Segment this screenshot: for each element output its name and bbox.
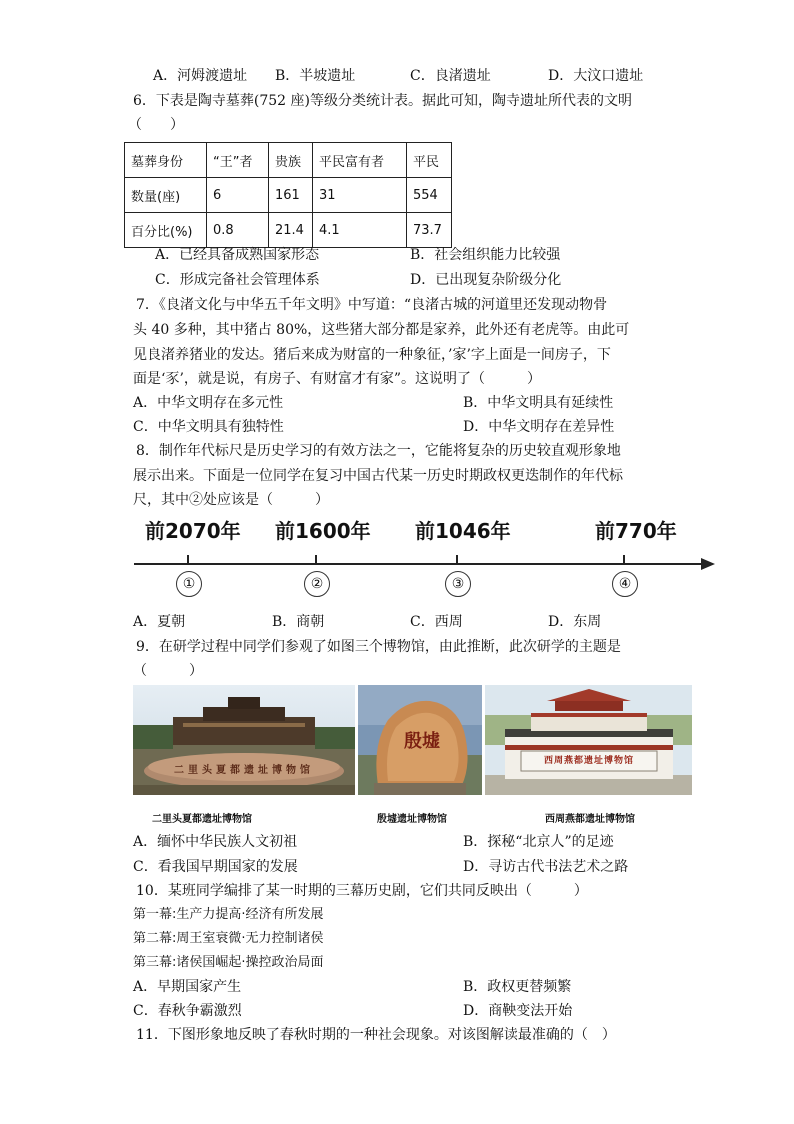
q10-option-a: A．早期国家产生 [133,979,242,995]
q9-option-d: D．寻访古代书法艺术之路 [463,859,629,875]
table-cell: 4.1 [313,213,407,248]
table-cell: 数量(座) [125,178,207,213]
museum-photo-xizhou [485,685,692,795]
q7-option-c: C．中华文明具有独特性 [133,419,284,435]
q8-stem-line: 尺，其中②处应该是（ ） [133,492,329,508]
q5-option-b: B．半坡遗址 [275,68,356,84]
q10-act-2: 第二幕:周王室衰微·无力控制诸侯 [133,931,324,946]
timeline-label-2: 前1600年 [275,519,371,543]
q8-stem-line: 8．制作年代标尺是历史学习的有效方法之一，它能将复杂的历史较直观形象地 [136,443,621,459]
museum-stone-text: 殷墟 [404,731,440,752]
timeline-marker-4: ④ [612,571,638,597]
timeline-ruler [130,515,715,605]
timeline-label-3: 前1046年 [415,519,511,543]
table-header-cell: 贵族 [269,143,313,178]
table-row [125,213,452,248]
table-cell: 73.7 [407,213,452,248]
q6-stem: 6．下表是陶寺墓葬(752 座)等级分类统计表。据此可知，陶寺遗址所代表的文明 [133,93,633,109]
museum-photo-yinxu [358,685,482,795]
table-header-cell: 平民富有者 [313,143,407,178]
q5-option-d: D．大汶口遗址 [548,68,644,84]
q8-option-a: A．夏朝 [133,614,186,630]
q10-option-b: B．政权更替频繁 [463,979,572,995]
table-cell: 31 [313,178,407,213]
table-cell: 554 [407,178,452,213]
q9-stem: 9．在研学过程中同学们参观了如图三个博物馆，由此推断，此次研学的主题是 [136,639,621,655]
table-header-cell: 平民 [407,143,452,178]
q7-option-a: A．中华文明存在多元性 [133,395,284,411]
q10-option-c: C．春秋争霸激烈 [133,1003,242,1019]
timeline-marker-2: ② [304,571,330,597]
q9-option-a: A．缅怀中华民族人文初祖 [133,834,298,850]
table-row [125,143,452,178]
museum-plaque-text: 西周燕都遗址博物馆 [543,756,634,766]
museum-stone-text: 二里头夏都遗址博物馆 [174,765,314,776]
q9-blank: （ ） [133,663,203,679]
q8-option-c: C．西周 [410,614,463,630]
table-cell: 21.4 [269,213,313,248]
q5-option-c: C．良渚遗址 [410,68,491,84]
q10-act-3: 第三幕:诸侯国崛起·操控政治局面 [133,955,324,970]
table-header-cell: “王”者 [207,143,269,178]
table-row [125,178,452,213]
q7-option-d: D．中华文明存在差异性 [463,419,615,435]
table-cell: 0.8 [207,213,269,248]
q6-blank: （ ） [128,117,184,133]
photo-caption-xizhou: 西周燕都遗址博物馆 [545,814,635,825]
timeline-marker-1: ① [176,571,202,597]
q6-table [124,142,452,248]
museum-photo-erlitou [133,685,355,795]
q5-option-a: A．河姆渡遗址 [153,68,248,84]
table-cell: 百分比(%) [125,213,207,248]
q7-stem-line: 7．《良渚文化与中华五千年文明》中写道：“良渚古城的河道里还发现动物骨 [136,297,608,313]
photo-caption-yinxu: 殷墟遗址博物馆 [377,814,447,825]
q7-stem-line: 面是‘豕’，就是说，有房子、有财富才有家”。这说明了（ ） [133,371,542,387]
q8-stem-line: 展示出来。下面是一位同学在复习中国古代某一历史时期政权更迭制作的年代标 [133,468,623,484]
photo-caption-erlitou: 二里头夏都遗址博物馆 [152,814,252,825]
table-cell: 6 [207,178,269,213]
q7-stem-line: 头 40 多种，其中猪占 80%，这些猪大部分都是家养，此外还有老虎等。由此可 [133,322,630,338]
q10-option-d: D．商鞅变法开始 [463,1003,573,1019]
q8-option-d: D．东周 [548,614,602,630]
q6-option-a: A．已经具备成熟国家形态 [155,247,320,263]
q10-stem: 10．某班同学编排了某一时期的三幕历史剧，它们共同反映出（ ） [136,883,588,899]
q7-option-b: B．中华文明具有延续性 [463,395,614,411]
q11-stem: 11．下图形象地反映了春秋时期的一种社会现象。对该图解读最准确的（ ） [136,1027,616,1043]
q9-option-b: B．探秘“北京人”的足迹 [463,834,614,850]
q6-option-b: B．社会组织能力比较强 [410,247,561,263]
table-cell: 161 [269,178,313,213]
q7-stem-line: 见良渚养猪业的发达。猪后来成为财富的一种象征，’家’字上面是一间房子，下 [133,347,611,363]
timeline-label-4: 前770年 [595,519,677,543]
q8-option-b: B．商朝 [272,614,325,630]
q10-act-1: 第一幕:生产力提高·经济有所发展 [133,907,324,922]
q9-option-c: C．看我国早期国家的发展 [133,859,298,875]
q6-option-c: C．形成完备社会管理体系 [155,272,320,288]
q6-option-d: D．已出现复杂阶级分化 [410,272,562,288]
table-header-cell: 墓葬身份 [125,143,207,178]
timeline-label-1: 前2070年 [145,519,241,543]
timeline-marker-3: ③ [445,571,471,597]
